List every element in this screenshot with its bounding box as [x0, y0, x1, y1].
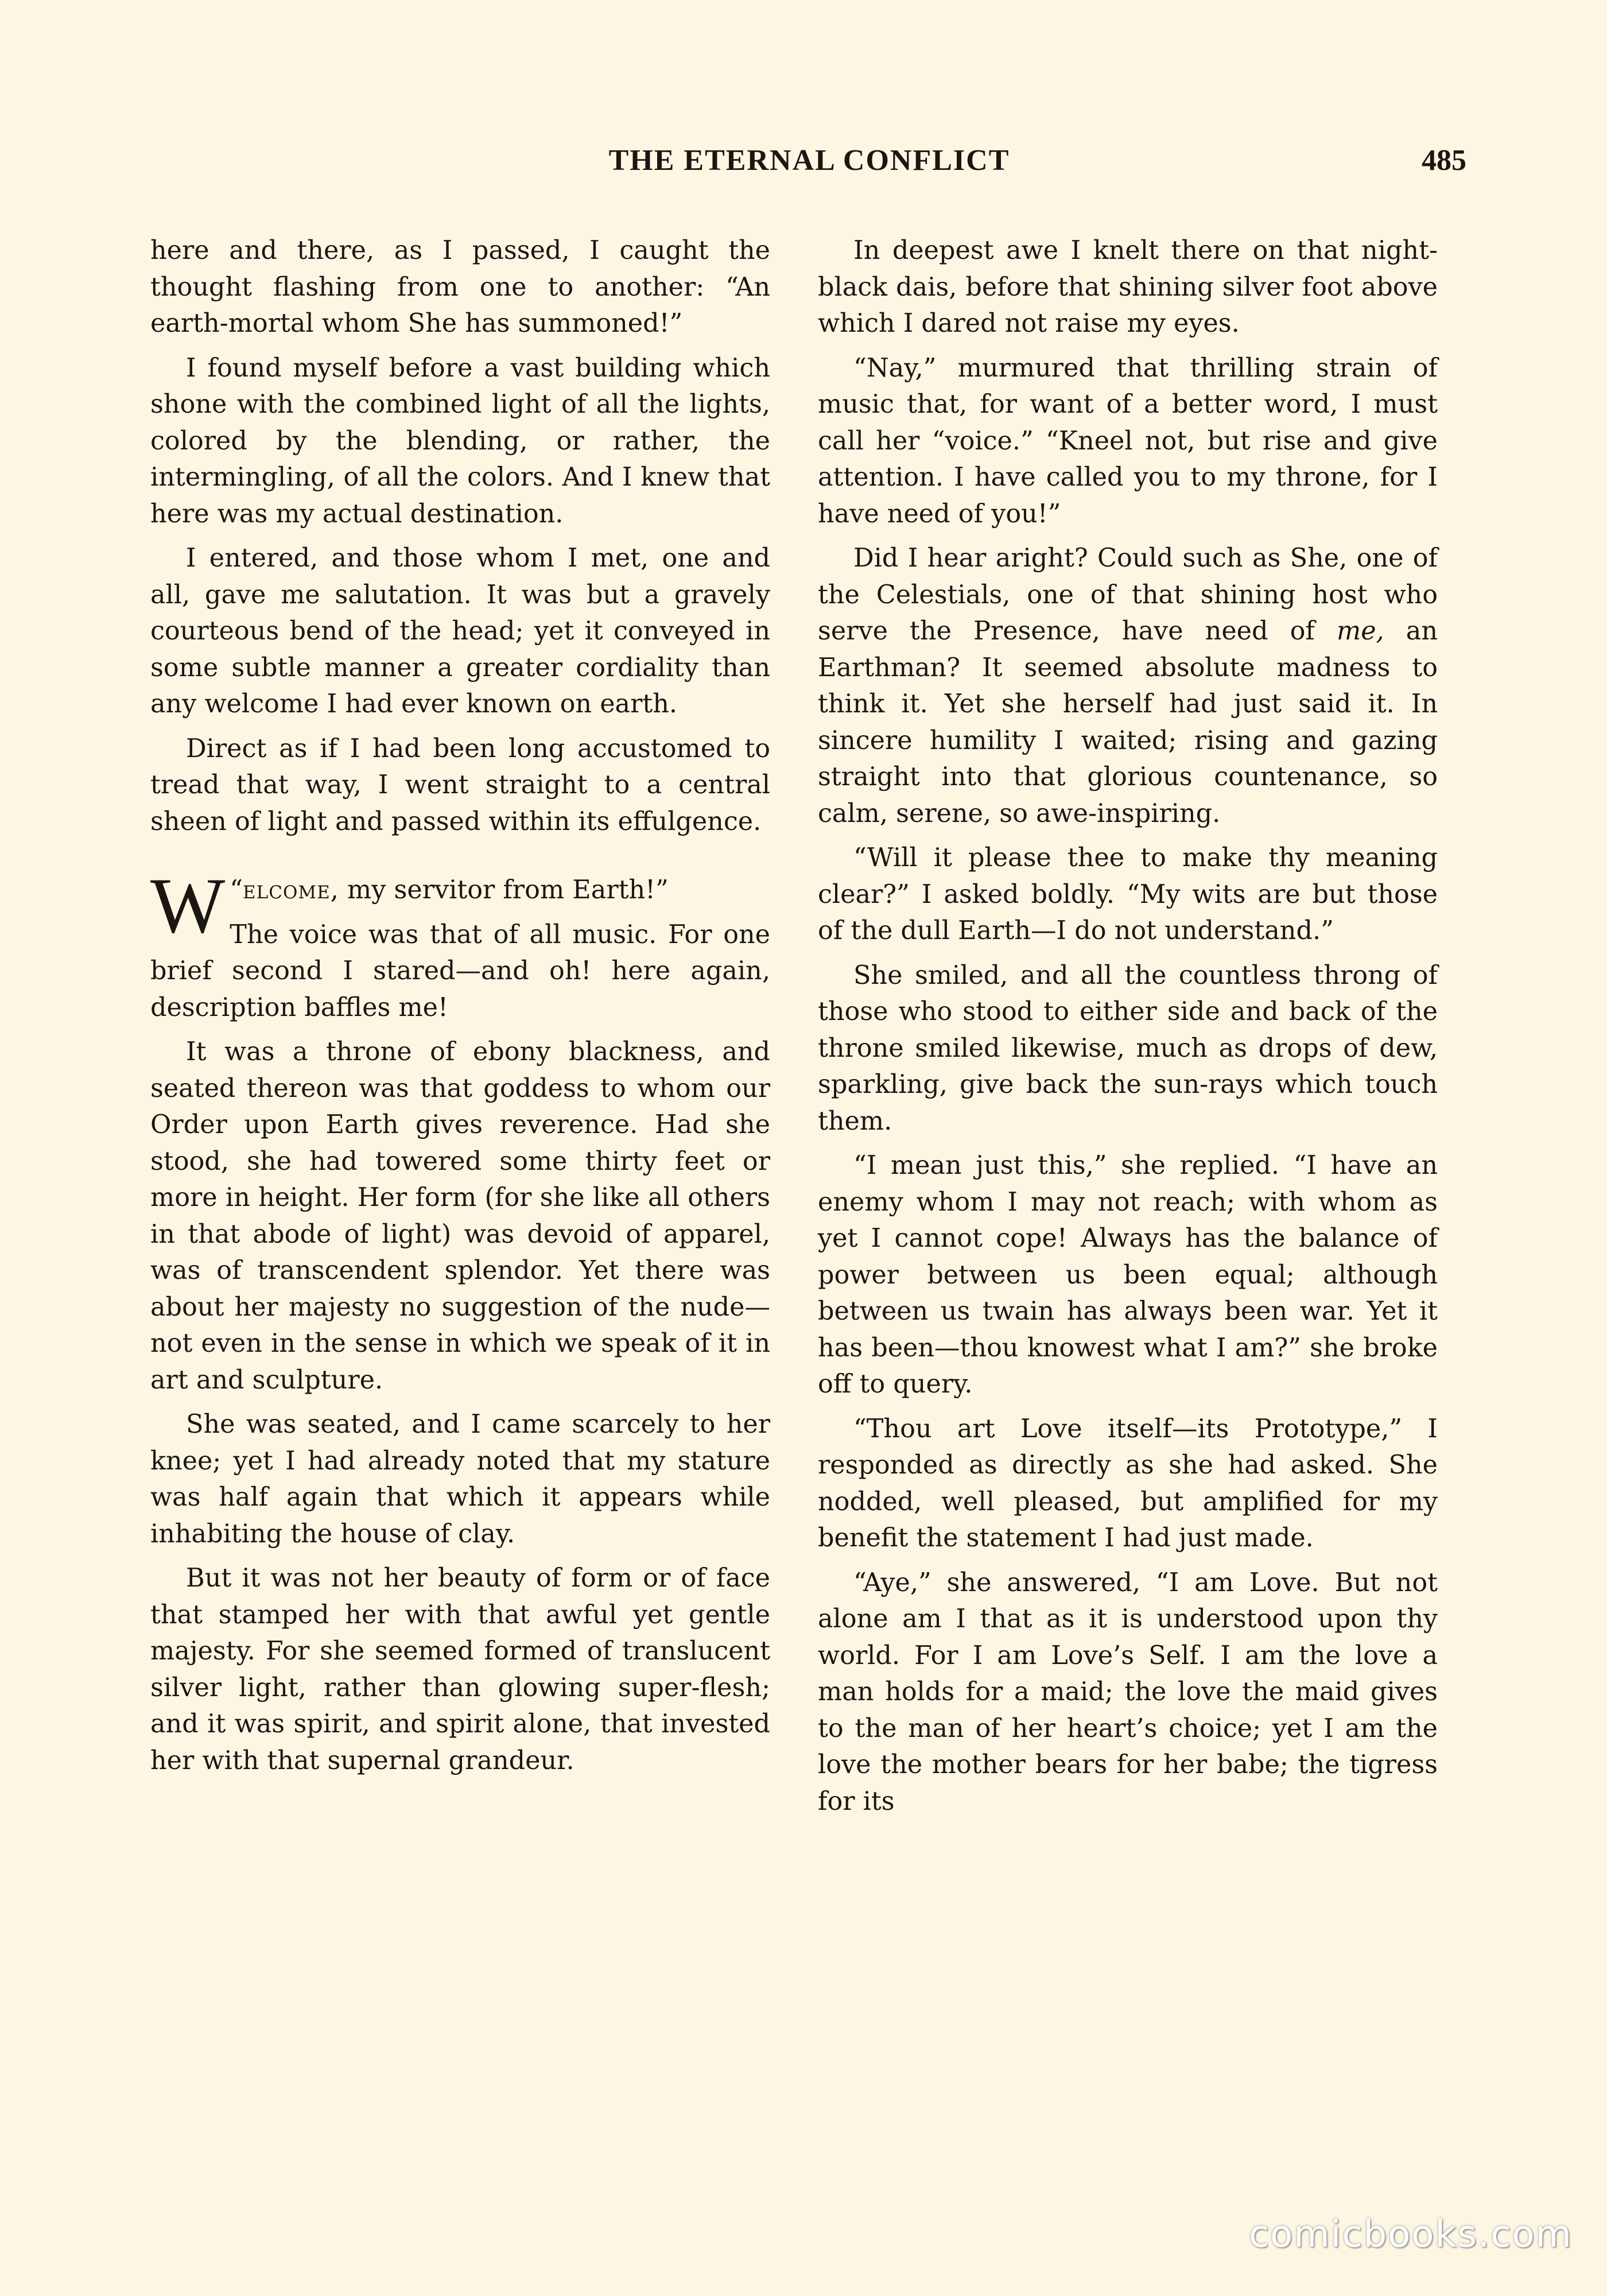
paragraph: “Nay,” murmured that thrilling strain of music that, for want of a better word, I must call her “voice.” “Kneel not, but rise and give attention. I have called you to my throne, for I have need of you!”	[818, 353, 1438, 529]
paragraph: “Thou art Love itself—its Prototype,” I responded as directly as she had asked. She nodded, well pleased, but amplified for my benefit the statement I had just made.	[818, 1414, 1438, 1553]
paragraph	[818, 540, 1438, 832]
paragraph: Direct as if I had been long accustomed to tread that way, I went straight to a central sheen of light and passed within its effulgence.	[150, 734, 770, 836]
paragraph: She was seated, and I came scarcely to her knee; yet I had already noted that my stature was half again that which it appears while inhabiting the house of clay.	[150, 1410, 770, 1549]
small-caps-word: elcome,	[243, 875, 339, 905]
paragraph: here and there, as I passed, I caught the thought flashing from one to another: “An earth-mortal whom She has summoned!”	[150, 236, 770, 338]
running-title: THE ETERNAL CONFLICT	[608, 144, 1010, 177]
page-header	[152, 144, 1466, 189]
drop-cap: W	[150, 862, 226, 949]
paragraph-text: Did I hear aright? Could such as She, one of the Celestials, one of that shining host who serve the Presence, have need of	[818, 544, 1438, 646]
paragraph: I entered, and those whom I met, one and all, gave me salutation. It was but a gravely courteous bend of the head; yet it conveyed in some subtle manner a greater cordiality than any welcome I had ever known on earth.	[150, 544, 770, 719]
paragraph: “Aye,” she answered, “I am Love. But not alone am I that as it is understood upon thy world. For I am Love’s Self. I am the love a man holds for a maid; the love the maid gives to the man of her heart’s choice; yet I am the love the mother bears for her babe; the tigress for its	[818, 1568, 1438, 1816]
paragraph: The voice was that of all music. For one brief second I stared—and oh! here again, description baffles me!	[150, 920, 770, 1022]
left-column	[150, 232, 770, 1787]
paragraph-text: my servitor from Earth!”	[339, 875, 669, 905]
paragraph-text: an Earthman? It seemed absolute madness to think it. Yet she herself had just said it. In sincere humility I waited; rising and gazing straight into that glorious countenance, so calm, serene, so awe-inspiring.	[818, 616, 1438, 828]
page-number: 485	[1422, 144, 1466, 177]
paragraph: I found myself before a vast building which shone with the combined light of all the lights, colored by the blending, or rather, the intermingling, of all the colors. And I knew that here was my actual destination.	[150, 353, 770, 529]
watermark: comicbooks.com	[1248, 2213, 1573, 2256]
paragraph: “I mean just this,” she replied. “I have an enemy whom I may not reach; with whom as yet I cannot cope! Always has the balance of power between us been equal; although between us twain has always been war. Yet it has been—thou knowest what I am?” she broke off to query.	[818, 1151, 1438, 1399]
right-column	[818, 232, 1438, 1828]
paragraph: It was a throne of ebony blackness, and seated thereon was that goddess to whom our Order upon Earth gives reverence. Had she stood, she had towered some thirty feet or more in height. Her form (for she like all others in that abode of light) was devoid of apparel, was of transcendent splendor. Yet there was about her majesty no suggestion of the nude—not even in the sense in which we speak of it in art and sculpture.	[150, 1037, 770, 1395]
section-opening-paragraph	[150, 862, 770, 949]
emphasis: me,	[1337, 616, 1384, 646]
paragraph: In deepest awe I knelt there on that night-black dais, before that shining silver foot above which I dared not raise my eyes.	[818, 236, 1438, 338]
opening-quote: “	[230, 875, 243, 905]
paragraph: But it was not her beauty of form or of face that stamped her with that awful yet gentle majesty. For she seemed formed of translucent silver light, rather than glowing super-flesh; and it was spirit, and spirit alone, that invested her with that supernal grandeur.	[150, 1564, 770, 1775]
paragraph: “Will it please thee to make thy meaning clear?” I asked boldly. “My wits are but those of the dull Earth—I do not understand.”	[818, 843, 1438, 945]
paragraph: She smiled, and all the countless throng of those who stood to either side and back of the throne smiled likewise, much as drops of dew, sparkling, give back the sun-rays which touch them.	[818, 960, 1438, 1136]
